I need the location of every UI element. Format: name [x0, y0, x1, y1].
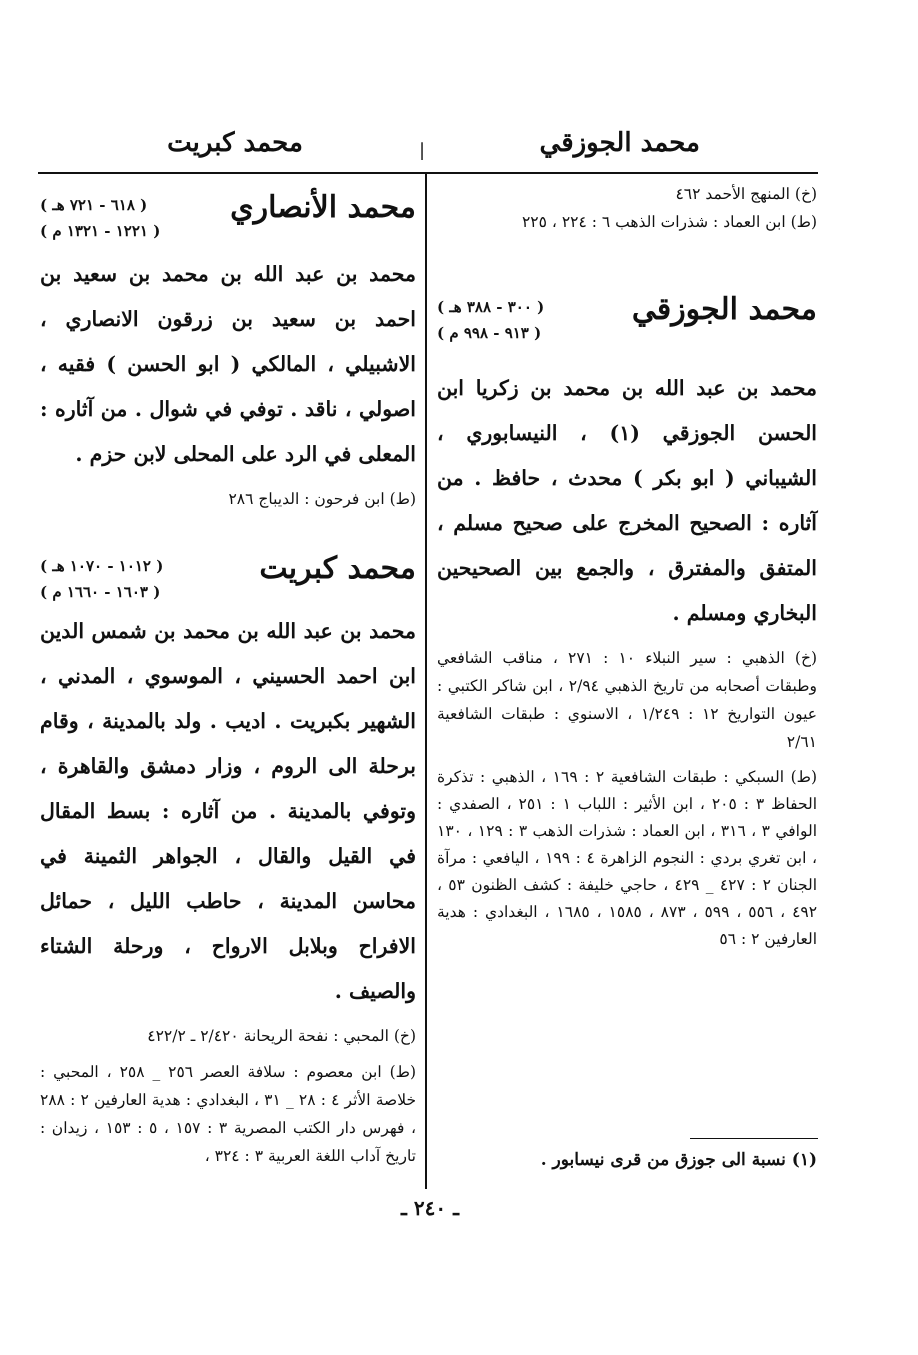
dates-hijri: ( ٣٠٠ - ٣٨٨ هـ ) [437, 298, 545, 316]
entry-dates [40, 553, 163, 605]
entry-title: محمد الجوزقي [631, 292, 817, 327]
entry-body: محمد بن عبد الله بن محمد بن سعيد بن احمد بن سعيد بن زرقون الانصاري ، الاشبيلي ، المالكي ( ابو الحسن ) فقيه ، اصولي ، ناقد . توفي في شوال . من آثاره : المعلى في الرد على المحلى لابن حزم . [40, 262, 416, 466]
dates-hijri: ( ١٠١٢ - ١٠٧٠ هـ ) [40, 557, 164, 575]
dates-hijri: ( ٦١٨ - ٧٢١ هـ ) [40, 196, 148, 214]
page-number: ـ ٢٤٠ ـ [401, 1196, 459, 1220]
column-divider [425, 174, 427, 1189]
entry-body: محمد بن عبد الله بن محمد بن زكريا ابن الحسن الجوزقي (١) ، النيسابوري ، الشيباني ( ابو بكر ) محدث ، حافظ . من آثاره : الصحيح المخرج على صحيح مسلم ، المتفق والمفترق ، والجمع بين الصحيحين البخاري ومسلم . [437, 376, 818, 625]
entry-header [40, 547, 416, 609]
header-rule [38, 172, 818, 174]
running-head-right: محمد الجوزقي [539, 128, 700, 158]
manuscript-references: (خ) الذهبي : سير النبلاء ١٠ : ٢٧١ ، مناقب الشافعي وطبقات أصحابه من تاريخ الذهبي ٢/٩٤ ، ابن شاكر الكتبي : عيون التواريخ ١٢ : ١/٢٤٩ ، الاسنوي : طبقات الشافعية ٢/٦١ [437, 649, 818, 751]
entry-title: محمد كبريت [259, 551, 416, 586]
running-head-separator: | [419, 140, 426, 161]
entry-body: محمد بن عبد الله بن محمد بن شمس الدين ابن احمد الحسيني ، الموسوي ، المدني ، الشهير بكبريت . اديب . ولد بالمدينة ، وقام برحلة الى الروم ، وزار دمشق والقاهرة ، وتوفي بالمدينة . من آثاره : بسط المقال في القيل والقال ، الجواهر الثمينة في محاسن المدينة ، حاطب الليل ، حمائل الافراح وبلابل الارواح ، ورحلة الشتاء والصيف . [40, 619, 416, 1003]
dates-gregorian: ( ٩١٣ - ٩٩٨ م ) [437, 324, 542, 342]
continued-reference: (ط) ابن العماد : شذرات الذهب ٦ : ٢٢٤ ، ٢٢٥ [521, 213, 817, 231]
footnote-rule [690, 1138, 818, 1139]
entry-header [40, 186, 416, 252]
printed-references: (ط) السبكي : طبقات الشافعية ٢ : ١٦٩ ، الذهبي : تذكرة الحفاظ ٣ : ٢٠٥ ، ابن الأثير : اللباب ١ : ٢٥١ ، الصفدي : الوافي ٣ ، ٣١٦ ، ابن العماد : شذرات الذهب ٣ : ١٢٩ ، ١٣٠ ، ابن تغري بردي : النجوم الزاهرة ٤ : ١٩٩ ، اليافعي : مرآة الجنان ٢ : ٤٢٧ _ ٤٢٩ ، حاجي خليفة : كشف الظنون ٥٣ ، ٤٩٢ ، ٥٥٦ ، ٥٩٩ ، ٨٧٣ ، ١٥٨٥ ، ١٦٨٥ ، البغدادي : هدية العارفين ٢ : ٥٦ [437, 768, 818, 948]
left-column [40, 180, 416, 1170]
right-column [437, 180, 817, 953]
entry-title: محمد الأنصاري [230, 190, 416, 225]
entry-header [437, 288, 817, 366]
entry-dates [437, 294, 544, 346]
continued-reference: (خ) المنهج الأحمد ٤٦٢ [675, 185, 817, 203]
footnote: (١) نسبة الى جوزق من قرى نيسابور . [540, 1150, 817, 1170]
printed-references: (ط) ابن فرحون : الديباج ٢٨٦ [228, 490, 416, 508]
dates-gregorian: ( ١٦٠٣ - ١٦٦٠ م ) [40, 583, 161, 601]
printed-references: (ط) ابن معصوم : سلافة العصر ٢٥٦ _ ٢٥٨ ، المحبي : خلاصة الأثر ٤ : ٢٨ _ ٣١ ، البغدادي : هدية العارفين ٢ : ٢٨٨ ، فهرس دار الكتب المصرية ٣ : ١٥٧ ، ٥ : ١٥٣ ، زيدان : تاريخ آداب اللغة العربية ٣ : ٣٢٤ ، [40, 1063, 417, 1165]
manuscript-references: (خ) المحبي : نفحة الريحانة ٢/٤٢٠ ـ ٤٢٢/٢ [147, 1027, 416, 1045]
entry-dates [40, 192, 160, 244]
dates-gregorian: ( ١٢٢١ - ١٣٢١ م ) [40, 222, 161, 240]
running-head-left: محمد كبريت [167, 128, 303, 158]
